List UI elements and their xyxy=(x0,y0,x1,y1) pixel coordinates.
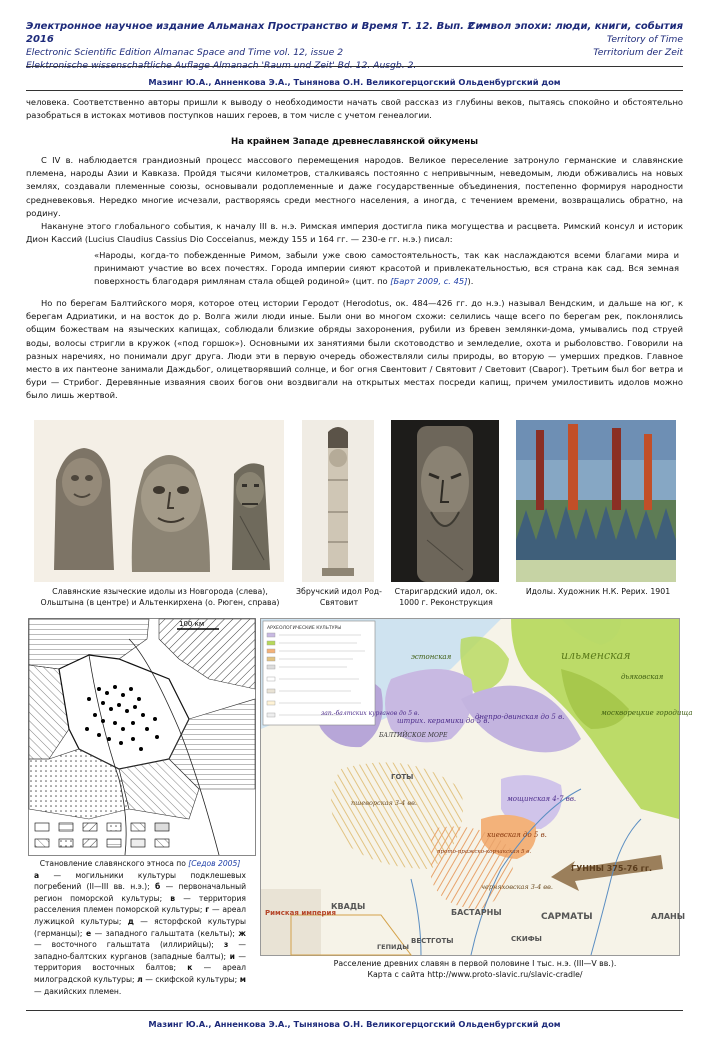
running-authors: Мазинг Ю.А., Анненкова Э.А., Тынянова О.Н. Великогерцогский Ольденбургский дом xyxy=(148,77,561,87)
slavic-settlement-map xyxy=(260,618,693,956)
label-zap-baltskikh: зап.-балтских курганов до 5 в. xyxy=(321,710,420,717)
legend-text: — ареал милоградской культуры; xyxy=(34,963,247,984)
legend-key: м xyxy=(239,974,246,984)
label-baltic-sea: БАЛТИЙСКОЕ МОРЕ xyxy=(379,732,448,739)
journal-title-de: Elektronische wissenschaftliche Auflage Almanach 'Raum und Zeit' Bd. 12. Ausgb. 2. xyxy=(26,60,417,71)
scale-label: 100 км xyxy=(179,620,205,628)
legend-text: — территория расселения племен поморской культуры; xyxy=(34,893,246,915)
legend-key: г xyxy=(205,905,210,915)
body-paragraphs xyxy=(26,154,683,246)
footer-rule xyxy=(26,1010,683,1011)
label-dyakovo: дьяковская xyxy=(621,673,664,681)
ethnos-legend-items xyxy=(34,870,246,998)
paragraph-1: С IV в. наблюдается грандиозный процесс массового перемещения народов. Великое переселение затронуло германские и славянские племена, народы Азии и Кавказа. Пройдя тысячи километров, сталкиваясь постоянно с непривычным, неведомым, люди обживались на новых землях, создавали племенные союзы, основывали родоплеменные и даже государственные объединения, постепенно формируя народности средневековья. Нередко многие исчезали, растворяясь среди местного населения, а иногда, с течением времени, возвращались обратно, на родину. xyxy=(26,155,683,218)
roerich-painting xyxy=(516,420,676,582)
label-kvady: КВАДЫ xyxy=(331,902,366,911)
caption-roerich: Идолы. Художник Н.К. Рерих. 1901 xyxy=(525,587,671,596)
label-roman-empire: Римская империя xyxy=(265,909,336,917)
ethnos-map xyxy=(28,618,256,856)
legend-key: е xyxy=(85,928,92,938)
label-moshchinskaya: мощинская 4-7 вв. xyxy=(507,795,577,803)
quote-reference-link[interactable]: [Барт 2009, с. 45] xyxy=(390,276,468,287)
label-moskvoretsky: москворецкие городища xyxy=(601,709,693,717)
section-title: На крайнем Западе древнеславянской ойкумены xyxy=(231,137,478,147)
paragraph-2: Накануне этого глобального события, к началу III в. н.э. Римская империя достигла пика могущества и расцвета. Римский консул и историк Дион Кассий (Lucius Claudius Cassius Dio Cocceianus, между 155 и 164 гг. — 230-е гг. н.э.) писал: xyxy=(26,221,683,245)
running-footer: Мазинг Ю.А., Анненкова Э.А., Тынянова О.Н. Великогерцогский Ольденбургский дом xyxy=(148,1019,561,1029)
rubric-en: Territory of Time xyxy=(606,34,683,45)
ethnos-map-caption xyxy=(34,858,246,870)
label-sarmaty: САРМАТЫ xyxy=(541,912,593,922)
legend-text: — дакийских племен. xyxy=(34,986,122,996)
label-goty: ГОТЫ xyxy=(391,773,414,781)
sedov-reference-link[interactable]: [Седов 2005] xyxy=(188,859,241,868)
journal-title-en: Electronic Scientific Edition Almanac Space and Time vol. 12, issue 2 xyxy=(26,47,344,58)
authors-rule xyxy=(26,90,683,91)
rubric-title: Символ эпохи: люди, книги, события xyxy=(468,21,683,32)
label-proto-prague: прото-пражско-корчакская 5 в. xyxy=(437,849,532,855)
stargard-idol-photo xyxy=(391,420,499,582)
quotation xyxy=(94,249,679,289)
label-estonia: эстонская xyxy=(411,653,452,661)
caption-stone-idols: Славянские языческие идолы из Новгорода (слева), Ольштына (в центре) и Альтенкирхена (о. Рюген, справа) xyxy=(40,587,280,607)
label-vestgoty: ВЕСТГОТЫ xyxy=(411,937,454,945)
legend-key: з xyxy=(223,940,229,950)
legend-text: — могильники культуры подклешевых погребений (II—III вв. н.э.); xyxy=(34,870,246,892)
paragraph-3: Но по берегам Балтийского моря, которое отец истории Геродот (Herodotus, ок. 484—426 гг. до н.э.) называл Вендским, и дальше на юг, к берегам Адриатики, и на восток до р. Волга жили люди иные. Были они во многом схожи: селились чаще всего по берегам рек, поклонялись общим божествам на языческих капищах, соблюдали близкие обряды захоронения, рубили из бревен землянки-дома, умывались под струей воды, волосы стригли в кружок («под горшок»). Основными их занятиями были скотоводство и земледелие, охота и рыболовство. Говорили на разных наречиях, но понимали друг друга. Люди эти в первую очередь обожествляли силы природы, во вторую — умерших предков. Главное место в их пантеоне занимали Даждьбог, олицетворявший солнце, и бог огня Свентовит / Святовит / Световит (Сварог). Третьим был бог ветра и бури — Стрибог. Деревянные изваяния своих богов они воздвигали на открытых местах посреди капищ, причем умилостивить идолов можно было лишь жертвой. xyxy=(26,298,683,401)
label-skify: СКИФЫ xyxy=(511,935,542,943)
label-przeworsk: пшеворская 3-4 вв. xyxy=(351,799,417,807)
journal-header-right xyxy=(463,20,683,59)
label-kievskaya: киевская до 5 в. xyxy=(487,831,547,839)
label-ilmenskaya: ильменская xyxy=(561,649,631,662)
stone-idols-photo xyxy=(34,420,284,582)
legend-text: — первоначальный регион поморской культуры; xyxy=(34,882,246,903)
label-bastarny: БАСТАРНЫ xyxy=(451,908,502,917)
legend-key: к xyxy=(187,963,193,973)
quote-end: ). xyxy=(467,276,474,287)
header-rule xyxy=(26,66,683,67)
legend-key: ж xyxy=(238,928,246,938)
label-alany: АЛАНЫ xyxy=(651,912,686,921)
quote-text: «Народы, когда-то побежденные Римом, забыли уже свою самостоятельность, так как наслаждаются всеми благами мира и принимают участие во всех почестях. Города империи сияют красотой и привлекательностью, вся страна как сад. Вся земная поверхность благодаря римлянам стала общей родиной» (цит. по xyxy=(94,250,679,287)
legend-key: и xyxy=(229,951,235,961)
legend-text: — западного гальштата (кельты); xyxy=(91,928,239,938)
caption-settlement-map: Расселение древних славян в первой половине I тыс. н.э. (III—V вв.). Карта с сайта http://www.proto-slavic.ru/slavic-cradle/ xyxy=(333,959,617,979)
caption-stargard: Старигардский идол, ок. 1000 г. Реконструкция xyxy=(394,587,498,607)
rubric-de: Territorium der Zeit xyxy=(593,47,683,58)
legend-text: — ареал лужицкой культуры; xyxy=(34,905,246,926)
label-chernyakhov: черняховская 3-4 вв. xyxy=(481,883,553,891)
intro-paragraph xyxy=(26,96,683,122)
map-legend-title: АРХЕОЛОГИЧЕСКИЕ КУЛЬТУРЫ xyxy=(267,626,342,631)
label-gunny: ГУННЫ 375-76 гг. xyxy=(571,864,653,873)
legend-key: б xyxy=(154,882,161,892)
journal-header-left xyxy=(26,20,496,72)
legend-key: л xyxy=(137,974,143,984)
paragraph-3-block xyxy=(26,297,683,403)
legend-text: — западно-балтских курганов (западные балты); xyxy=(34,940,246,961)
zbruch-idol-photo xyxy=(302,420,374,582)
legend-key: а xyxy=(34,870,40,880)
legend-text: — восточного гальштата (иллирийцы); xyxy=(34,940,224,950)
legend-text: — скифской культуры; xyxy=(142,974,240,984)
ethnos-map-legend xyxy=(34,858,246,997)
legend-key: д xyxy=(127,916,134,926)
label-dnepro-dvinskaya: днепро-двинская до 5 в. xyxy=(475,713,565,721)
caption-zbruch: Збручский идол Род-Святовит xyxy=(296,587,382,607)
label-gepidy: ГЕПИДЫ xyxy=(377,943,409,951)
legend-key: в xyxy=(170,893,176,903)
legend-text: — территория восточных балтов; xyxy=(34,951,246,973)
legend-text: — ясторфской культуры (германцы); xyxy=(34,916,246,938)
label-shtrikh: штрих. керамики до 5 в. xyxy=(397,717,490,725)
intro-text: человека. Соответственно авторы пришли к выводу о необходимости начать свой рассказ из глубины веков, пытаясь спокойно и обстоятельно разобраться в истоках мотивов поступков наших героев, в том числе с учетом генеалогии. xyxy=(26,97,683,121)
ethnos-caption-text: Становление славянского этноса по xyxy=(39,859,189,868)
journal-title-ru: Электронное научное издание Альманах Пространство и Время Т. 12. Вып. 2 • 2016 xyxy=(26,21,485,45)
